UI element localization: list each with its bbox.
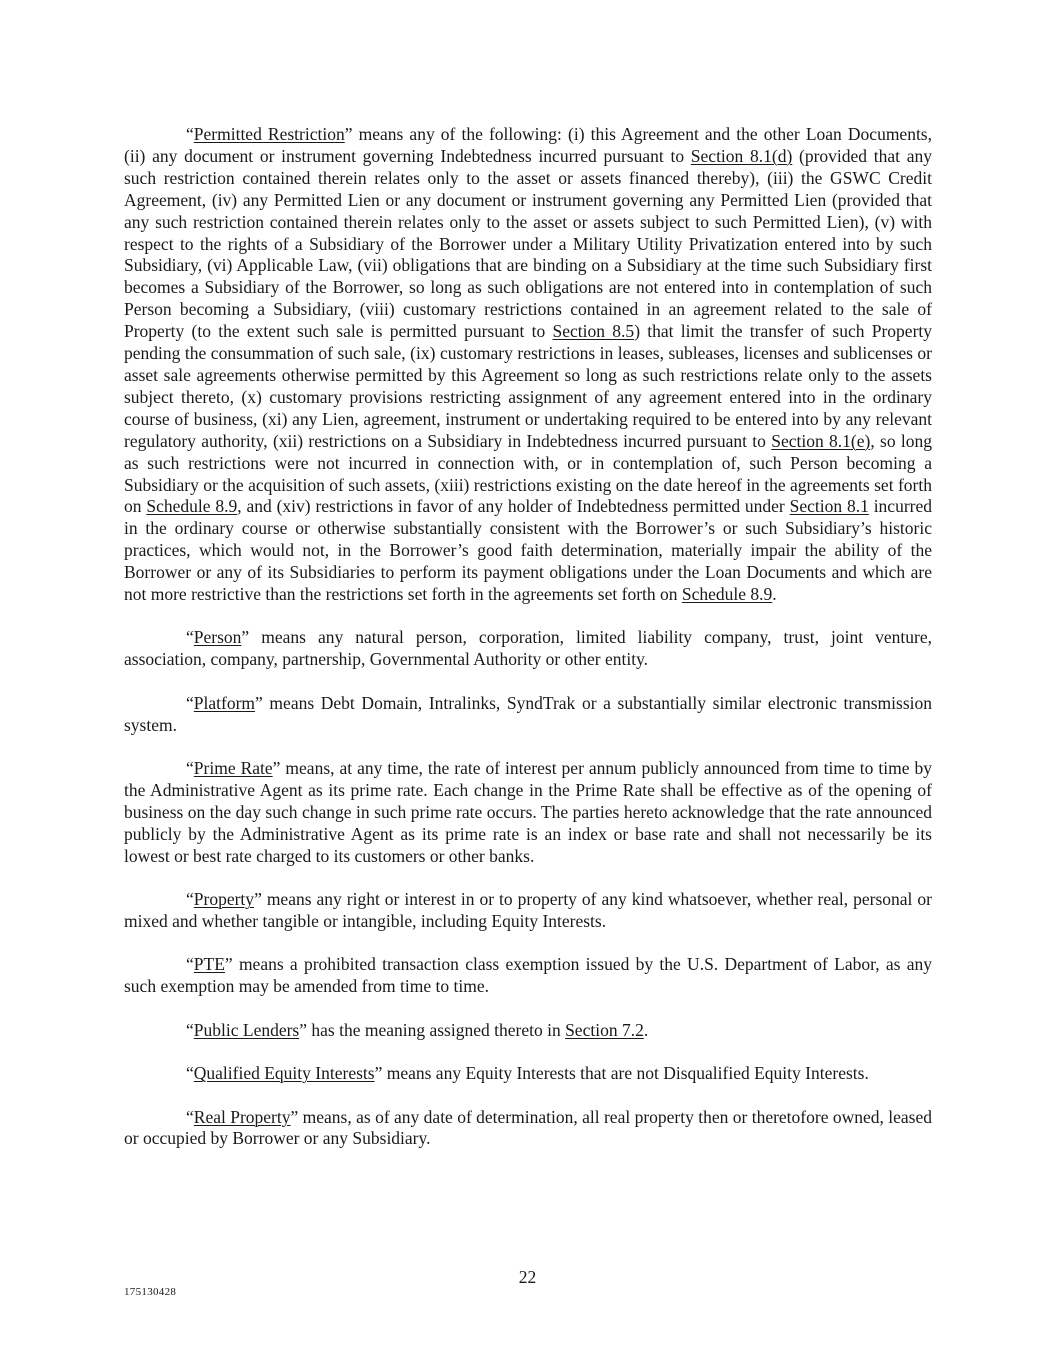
definition-property (124, 889, 932, 933)
definition-text: ” has the meaning assigned thereto in (299, 1019, 566, 1040)
definition-text: “ (186, 1063, 194, 1084)
definition-public-lenders (124, 1020, 932, 1042)
definition-text: ” means Debt Domain, Intralinks, SyndTrak or a substantially similar electronic transmission system. (124, 692, 932, 735)
definition-text: “ (186, 954, 194, 975)
definition-text: “ (186, 124, 194, 144)
underlined-reference: Qualified Equity Interests (193, 1063, 375, 1084)
definition-text: “ (186, 627, 194, 648)
definition-text: , and (xiv) restrictions in favor of any holder of Indebtedness permitted under (237, 496, 790, 517)
definition-text: ” means any of the following: (i) this Agreement and the other Loan Documents, (ii) any document or instrument governing Indebtedness incurred pursuant to (124, 124, 932, 166)
underlined-reference: Permitted Restriction (193, 124, 345, 144)
underlined-reference: Section 8.1 (789, 496, 869, 517)
definition-prime-rate (124, 758, 932, 868)
underlined-reference: Property (193, 889, 255, 910)
definition-text: incurred in the ordinary course or otherwise substantially consistent with the Borrower’s or such Subsidiary’s historic practices, which would not, in the Borrower’s good faith determination, materially impair the ability of the Borrower or any of its Subsidiaries to perform its payment obligations under the Loan Documents and which are not more restrictive than the restrictions set forth in the agreements set forth on (124, 496, 932, 605)
definition-text: ” means, as of any date of determination, all real property then or theretofore owned, leased or occupied by Borrower or any Subsidiary. (124, 1106, 932, 1149)
definition-pte (124, 954, 932, 998)
underlined-reference: Section 8.5 (552, 321, 635, 342)
underlined-reference: Section 8.1(d) (690, 145, 793, 166)
definition-person (124, 627, 932, 671)
underlined-reference: Public Lenders (193, 1019, 300, 1040)
definition-text: “ (186, 889, 194, 910)
definition-text: “ (186, 758, 194, 779)
definition-text: . (772, 584, 777, 605)
underlined-reference: Real Property (193, 1106, 291, 1127)
definition-text: ” means any natural person, corporation, limited liability company, trust, joint venture, association, company, partnership, Governmental Authority or other entity. (124, 627, 932, 670)
definition-text: ” means a prohibited transaction class exemption issued by the U.S. Department of Labor, as any such exemption may be amended from time to time. (124, 954, 932, 997)
definition-text: . (643, 1019, 649, 1040)
underlined-reference: PTE (193, 954, 225, 975)
definition-real-property (124, 1107, 932, 1151)
definition-permitted-restriction (124, 124, 932, 606)
definition-text: “ (186, 1106, 194, 1127)
underlined-reference: Platform (193, 692, 256, 713)
underlined-reference: Schedule 8.9 (681, 584, 773, 605)
definition-text: ” means, at any time, the rate of interest per annum publicly announced from time to time by the Administrative Agent as its prime rate. Each change in the Prime Rate shall be effective as of the opening of business on the day such change in such prime rate occurs. The parties hereto acknowledge that the rate announced publicly by the Administrative Agent as its prime rate is an index or base rate and shall not necessarily be its lowest or best rate charged to its customers or other banks. (124, 758, 932, 866)
definition-text: “ (186, 1019, 194, 1040)
definition-text: , so long as such restrictions were not incurred in connection with, or in contemplation of, such Person becoming a Subsidiary or the acquisition of such assets, (xiii) restrictions existing on the date hereof in the agreements set forth on (124, 430, 932, 517)
definition-text: ) that limit the transfer of such Property pending the consummation of such sale, (ix) customary restrictions in leases, subleases, licenses and sublicenses or asset sale agreements otherwise permitted by this Agreement so long as such restrictions relate only to the assets subject thereto, (x) customary provisions restricting assignment of any agreement entered into in the ordinary course of business, (xi) any Lien, agreement, instrument or undertaking required to be entered into by any relevant regulatory authority, (xii) restrictions on a Subsidiary in Indebtedness incurred pursuant to (124, 321, 933, 451)
underlined-reference: Section 7.2 (565, 1019, 644, 1040)
document-id: 175130428 (124, 1286, 177, 1298)
definition-text: ” means any Equity Interests that are not Disqualified Equity Interests. (374, 1063, 869, 1084)
definition-text: “ (186, 692, 194, 713)
underlined-reference: Person (193, 627, 242, 648)
underlined-reference: Prime Rate (193, 758, 273, 779)
underlined-reference: Schedule 8.9 (146, 496, 238, 517)
definition-qualified-equity-interests (124, 1063, 932, 1085)
underlined-reference: Section 8.1(e) (771, 430, 871, 451)
definition-text: (provided that any such restriction contained therein relates only to the asset or assets financed thereby), (iii) the GSWC Credit Agreement, (iv) any Permitted Lien or any document or instrument governing any Permitted Lien (provided that any such restriction contained therein relates only to the asset or assets subject to such Permitted Lien), (v) with respect to the rights of a Subsidiary of the Borrower under a Military Utility Privatization entered into by such Subsidiary, (vi) Applicable Law, (vii) obligations that are binding on a Subsidiary at the time such Subsidiary first becomes a Subsidiary of the Borrower, so long as such obligations are not entered into in contemplation of such Person becoming a Subsidiary, (viii) customary restrictions contained in an agreement related to the sale of Property (to the extent such sale is permitted pursuant to (124, 145, 932, 342)
definition-text: ” means any right or interest in or to property of any kind whatsoever, whether real, personal or mixed and whether tangible or intangible, including Equity Interests. (124, 889, 932, 931)
definition-platform (124, 693, 932, 737)
page-number: 22 (518, 1267, 537, 1287)
document-body (124, 124, 932, 1150)
